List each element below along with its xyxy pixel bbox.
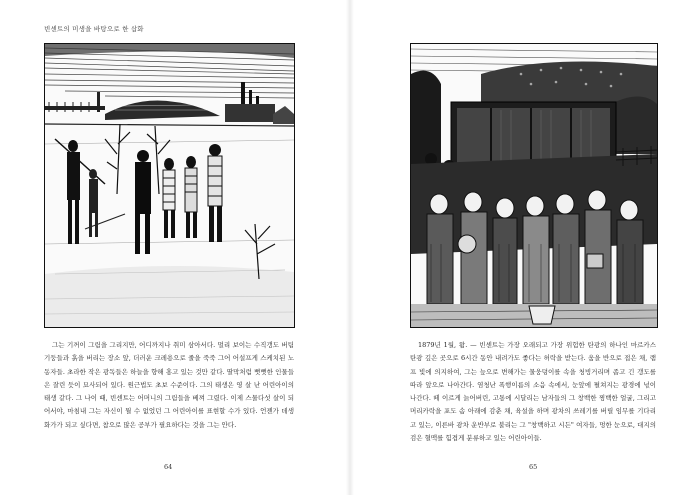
right-page-text: [410, 339, 656, 445]
right-paragraph: 1879년 1월, 왐. — 빈센트는 가장 오래되고 가장 위험한 탄광의 하나인 마르카스 탄광 깊은 곳으로 6시간 동안 내려가도 좋다는 허락을 받는다. 움을 반으로 접은 채, 램프 빛에 의지하여, 그는 늪으로 변해가는 물웅덩이를 속을 청빙거리며 좁고 긴 갱도를 따라 앞으로 나아간다. 염청난 폭행이름의 소음 속에서, 눈앞에 펼쳐지는 광경에 넋이 나간다. 떼 이르게 늙어버린, 고통에 시달리는 남자들의 그 창백한 찡백한 얼굴, 그리고 머리카락을 포도 솜 아래에 감춘 채, 육설을 하며 광차의 쓰레기를 버릴 임무를 기다리고 있는, 이른바 광차 운반부로 불리는 그 "창백하고 시든" 여자들, 멍한 눈으로, 대지의 검은 혈맥를 힘겹게 분류하고 있는 어린아이들.: [410, 341, 656, 443]
page-number-right: 65: [529, 463, 538, 471]
left-page-text: [44, 339, 294, 432]
winter-landscape-drawing: [45, 44, 294, 327]
running-head: 빈센트의 미생을 바탕으로 한 삽화: [44, 25, 144, 33]
left-illustration: [44, 43, 295, 328]
left-paragraph: 그는 기꺼이 그림을 그리지만, 어디까지나 취미 삼아서다. 멀리 보이는 수직갱도 버팀기둥들과 흙을 버리는 장소 앞, 더러운 크레용으로 줄을 죽죽 그어 어설프게 스케치된 노동자들. 초라한 작은 광독들은 하늘을 향해 홍고 있는 것만 같다. 딸막처럼 뻣뻣한 인물들은 잘린 듯이 묘사되어 있다. 원근법도 초보 수준이다. 그의 태생은 영 살 난 어린아이의 태생 같다. 그 나이 때, 빈센트는 어머니의 그림들을 베껴 그렸다. 이제 스물다섯 살이 되어서야, 마침내 그는 자신이 뭘 수 없었던 그 어린아이를 표현할 수가 있다. 언젠가 데생 화가가 되고 싶다면, 참으로 많은 공부가 필요하다는 것을 그는 안다.: [44, 341, 294, 429]
book-gutter: [346, 0, 354, 495]
right-illustration: [410, 43, 658, 328]
page-number-left: 64: [164, 463, 173, 471]
miners-group-drawing: [411, 44, 657, 327]
